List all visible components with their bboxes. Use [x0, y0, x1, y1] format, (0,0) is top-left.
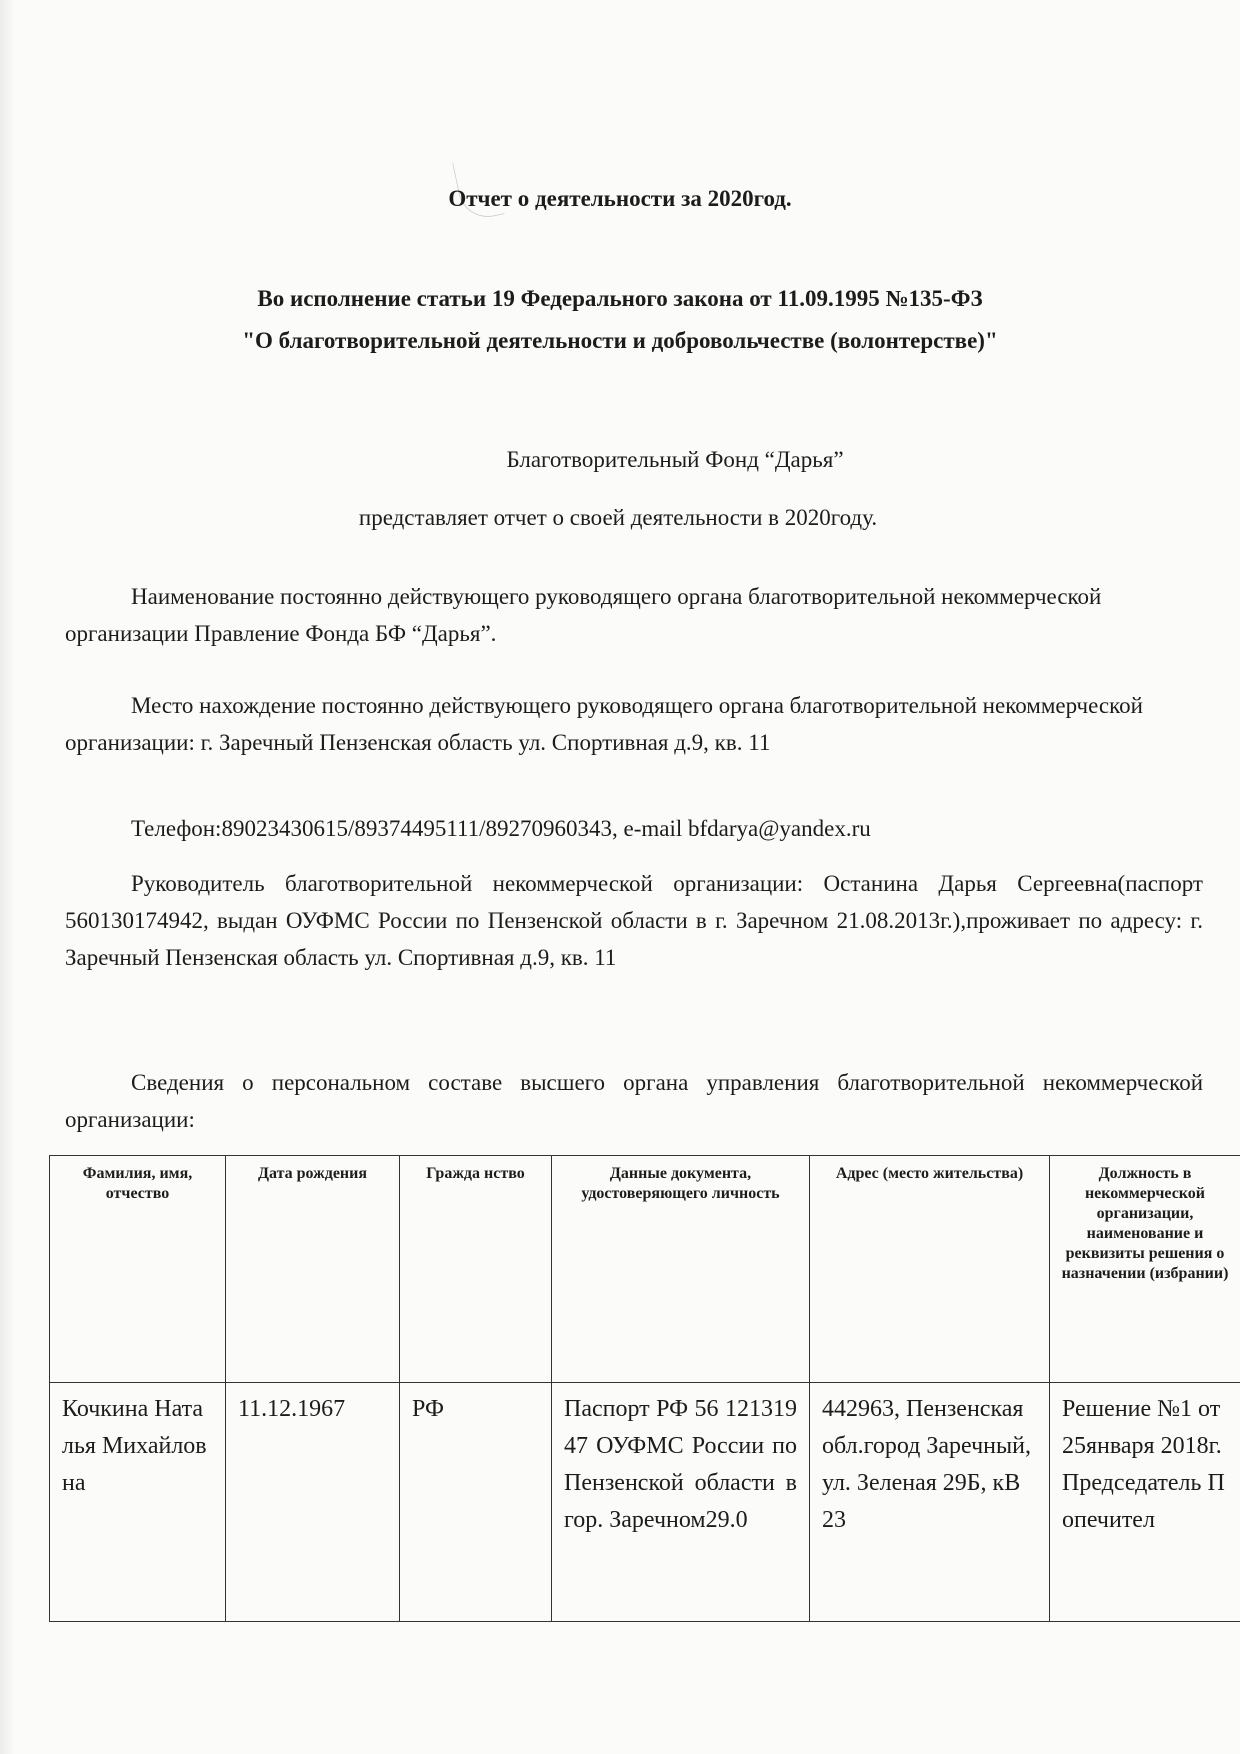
cell-position: Решение №1 от 25января 2018г. Председатель Попечител — [1050, 1383, 1240, 1622]
header-position: Должность в некоммерческой организации, наименование и реквизиты решения о назначении (избрании) — [1050, 1156, 1240, 1383]
cell-citizenship: РФ — [400, 1383, 552, 1622]
document-title: Отчет о деятельности за 2020год. — [448, 186, 792, 211]
table-row — [50, 1383, 1240, 1622]
scan-edge — [0, 0, 14, 1754]
cell-birth-date: 11.12.1967 — [226, 1383, 400, 1622]
header-citizenship: Гражда нство — [400, 1156, 552, 1383]
cell-address: 442963, Пензенская обл.город Заречный, ул. Зеленая 29Б, кВ 23 — [810, 1383, 1050, 1622]
phone-email-text: Телефон:89023430615/89374495111/89270960343, e-mail bfdarya@yandex.ru — [131, 816, 871, 841]
location-text: Место нахождение постоянно действующего руководящего органа благотворительной некоммерческой организации: г. Заречный Пензенская область ул. Спортивная д.9, кв. 11 — [65, 693, 1143, 755]
composition-paragraph — [65, 1064, 1203, 1138]
law-reference-line2: "О благотворительной деятельности и добровольчестве (волонтерстве)" — [242, 328, 998, 353]
phone-paragraph — [65, 810, 1175, 847]
governing-body-text: Наименование постоянно действующего руководящего органа благотворительной некоммерческой организации Правление Фонда БФ “Дарья”. — [65, 584, 1102, 646]
head-paragraph — [65, 865, 1203, 976]
cell-full-name: Кочкина Наталья Михайловна — [50, 1383, 226, 1622]
members-table — [49, 1155, 1240, 1622]
cell-identity-document: Паспорт РФ 56 12131947 ОУФМС России по Пензенской области в гор. Заречном29.0 — [552, 1383, 810, 1622]
head-text: Руководитель благотворительной некоммерческой организации: Останина Дарья Сергеевна(паспорт 560130174942, выдан ОУФМС России по Пензенской области в г. Заречном 21.08.2013г.),проживает по адресу: г. Заречный Пензенская область ул. Спортивная д.9, кв. 11 — [65, 871, 1203, 970]
location-paragraph — [65, 687, 1175, 761]
header-full-name: Фамилия, имя, отчество — [50, 1156, 226, 1383]
fund-report-statement: представляет отчет о своей деятельности в 2020году. — [358, 505, 878, 530]
composition-text: Сведения о персональном составе высшего органа управления благотворительной некоммерческой организации: — [65, 1070, 1203, 1132]
header-address: Адрес (место жительства) — [810, 1156, 1050, 1383]
table-header-row — [50, 1156, 1240, 1383]
header-birth-date: Дата рождения — [226, 1156, 400, 1383]
header-identity-document: Данные документа, удостоверяющего личность — [552, 1156, 810, 1383]
fund-name: Благотворительный Фонд “Дарья” — [506, 447, 844, 472]
law-reference-line1: Во исполнение статьи 19 Федерального закона от 11.09.1995 №135-ФЗ — [257, 286, 983, 311]
governing-body-paragraph — [65, 578, 1175, 652]
